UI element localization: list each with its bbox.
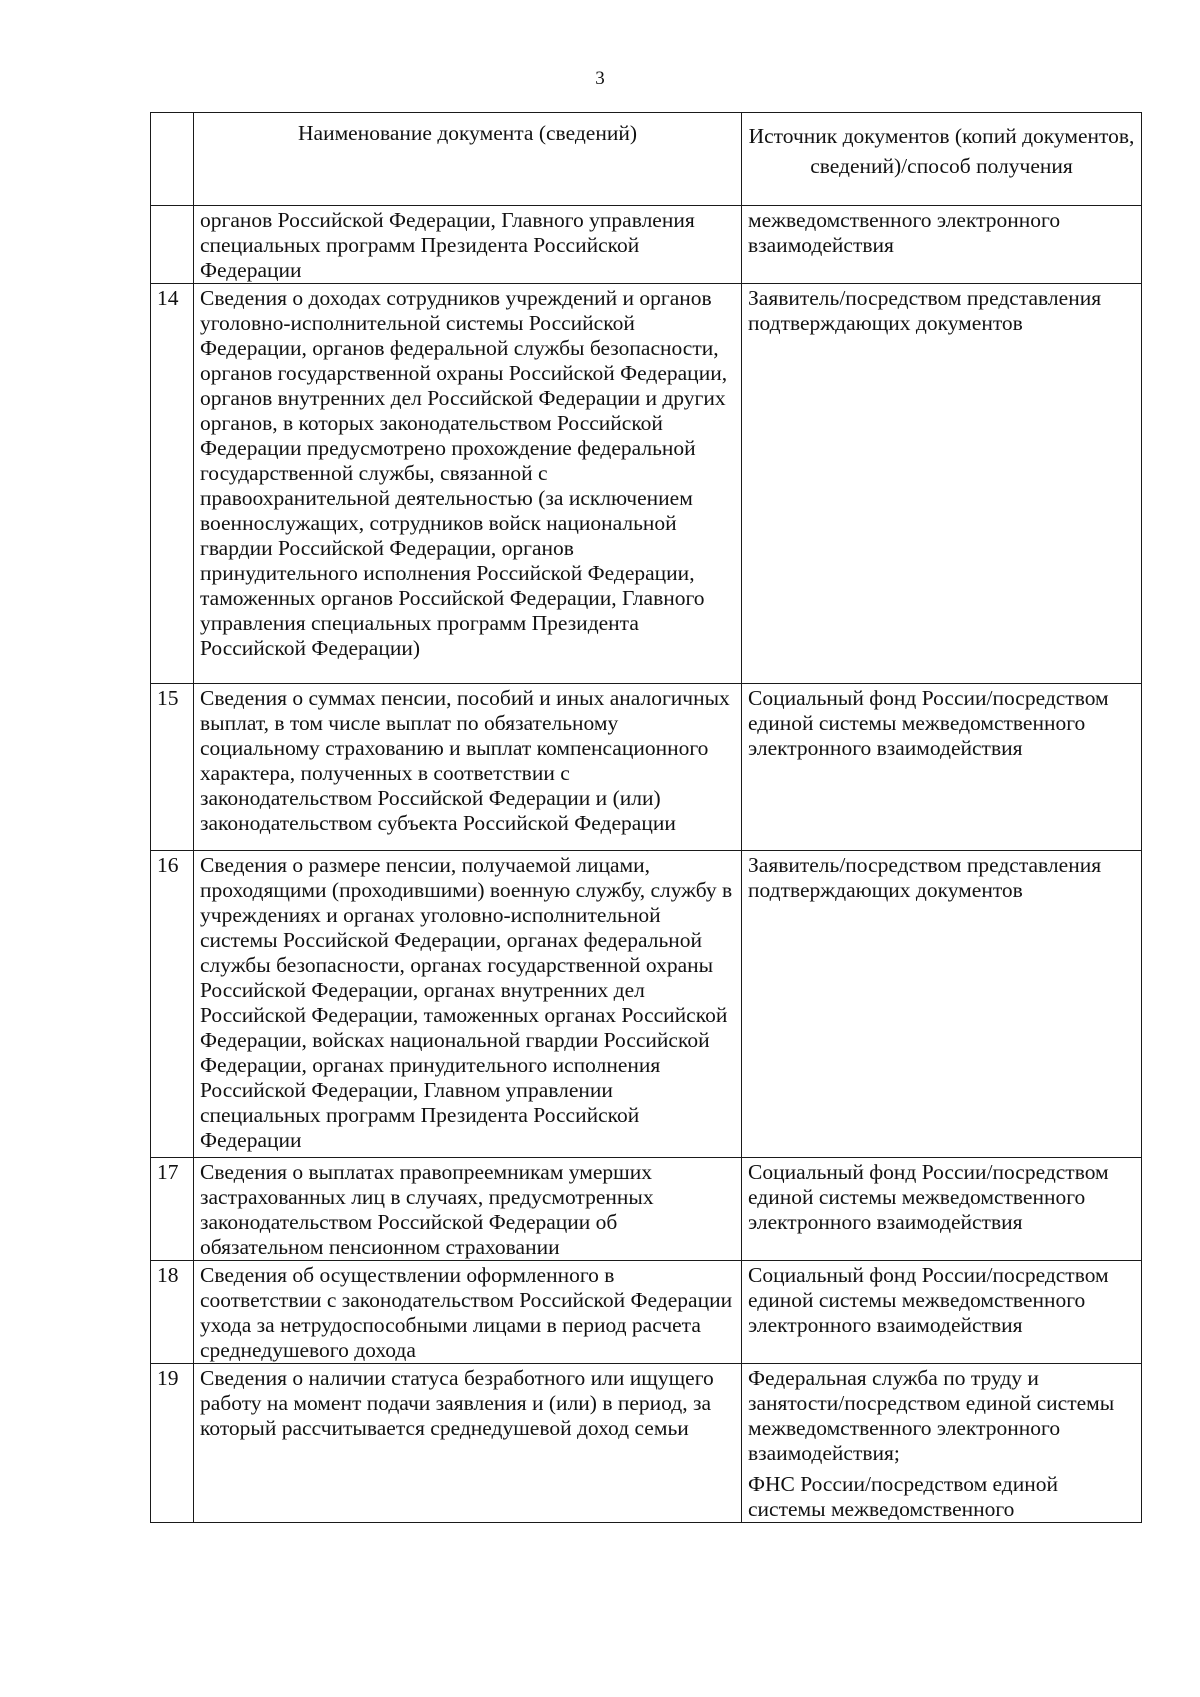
table-row xyxy=(151,1261,1142,1364)
source-text: Заявитель/посредством представления подтверждающих документов xyxy=(748,853,1102,902)
document-source-cell xyxy=(742,1261,1142,1364)
header-document-source: Источник документов (копий документов, сведений)/способ получения xyxy=(742,113,1142,206)
source-text: Социальный фонд России/посредством единой системы межведомственного электронного взаимодействия xyxy=(748,686,1109,760)
document-name-cell: Сведения о выплатах правопреемникам умерших застрахованных лиц в случаях, предусмотренных законодательством Российской Федерации об обязательном пенсионном страховании xyxy=(194,1158,742,1261)
row-number: 15 xyxy=(151,684,194,851)
document-name-cell: Сведения о наличии статуса безработного или ищущего работу на момент подачи заявления и (или) в период, за который рассчитывается среднедушевой доход семьи xyxy=(194,1364,742,1523)
row-number: 17 xyxy=(151,1158,194,1261)
page-number: 3 xyxy=(595,68,605,89)
document-name-cell: органов Российской Федерации, Главного управления специальных программ Президента Российской Федерации xyxy=(194,206,742,284)
document-source-cell xyxy=(742,1158,1142,1261)
document-name-cell: Сведения о суммах пенсии, пособий и иных аналогичных выплат, в том числе выплат по обязательному социальному страхованию и выплат компенсационного характера, полученных в соответствии с законодательством Российской Федерации и (или) законодательством субъекта Российской Федерации xyxy=(194,684,742,851)
table-row xyxy=(151,851,1142,1158)
row-number xyxy=(151,206,194,284)
table-row xyxy=(151,284,1142,684)
source-text: ФНС России/посредством единой системы межведомственного xyxy=(748,1472,1059,1521)
document-name-cell: Сведения о доходах сотрудников учреждений и органов уголовно-исполнительной системы Российской Федерации, органов федеральной службы безопасности, органов государственной охраны Российской Федерации, органов внутренних дел Российской Федерации и других органов, в которых законодательством Российской Федерации предусмотрено прохождение федеральной государственной службы, связанной с правоохранительной деятельностью (за исключением военнослужащих, сотрудников войск национальной гвардии Российской Федерации, органов принудительного исполнения Российской Федерации, таможенных органов Российской Федерации, Главного управления специальных программ Президента Российской Федерации) xyxy=(194,284,742,684)
source-text: Федеральная служба по труду и занятости/посредством единой системы межведомственного электронного взаимодействия; xyxy=(748,1366,1115,1465)
document-source-cell xyxy=(742,206,1142,284)
table-row xyxy=(151,684,1142,851)
table-header-row xyxy=(151,113,1142,206)
document-source-cell xyxy=(742,851,1142,1158)
document-name-cell: Сведения об осуществлении оформленного в соответствии с законодательством Российской Федерации ухода за нетрудоспособными лицами в период расчета среднедушевого дохода xyxy=(194,1261,742,1364)
source-text: Заявитель/посредством представления подтверждающих документов xyxy=(748,286,1102,335)
table-body xyxy=(151,206,1142,1523)
document-source-cell xyxy=(742,1364,1142,1523)
header-number-cell xyxy=(151,113,194,206)
document-source-cell xyxy=(742,684,1142,851)
row-number: 16 xyxy=(151,851,194,1158)
source-text: межведомственного электронного взаимодействия xyxy=(748,208,1061,257)
document-name-cell: Сведения о размере пенсии, получаемой лицами, проходящими (проходившими) военную службу, службу в учреждениях и органах уголовно-исполнительной системы Российской Федерации, органах федеральной службы безопасности, органах государственной охраны Российской Федерации, органах внутренних дел Российской Федерации, таможенных органах Российской Федерации, войсках национальной гвардии Российской Федерации, органах принудительного исполнения Российской Федерации, Главном управлении специальных программ Президента Российской Федерации xyxy=(194,851,742,1158)
row-number: 18 xyxy=(151,1261,194,1364)
document-source-cell xyxy=(742,284,1142,684)
row-number: 14 xyxy=(151,284,194,684)
source-text: Социальный фонд России/посредством единой системы межведомственного электронного взаимодействия xyxy=(748,1160,1109,1234)
documents-table xyxy=(150,112,1142,1523)
table-row xyxy=(151,1364,1142,1523)
table-row xyxy=(151,1158,1142,1261)
row-number: 19 xyxy=(151,1364,194,1523)
table-row xyxy=(151,206,1142,284)
source-text: Социальный фонд России/посредством единой системы межведомственного электронного взаимодействия xyxy=(748,1263,1109,1337)
header-document-name: Наименование документа (сведений) xyxy=(194,113,742,206)
